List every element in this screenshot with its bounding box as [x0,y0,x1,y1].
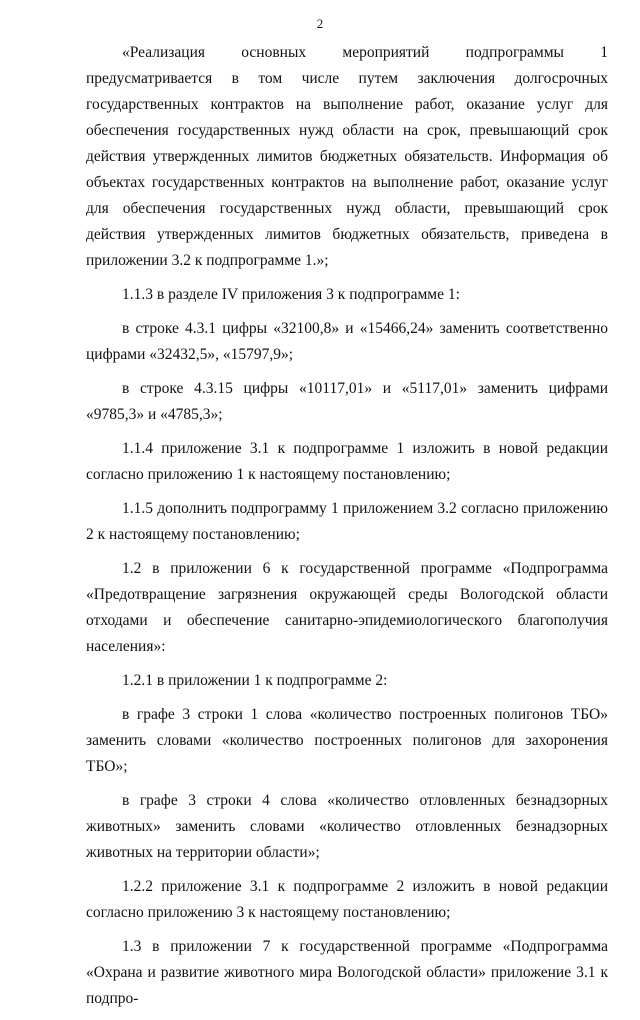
paragraph: 1.2.1 в приложении 1 к подпрограмме 2: [122,672,388,689]
paragraph: 1.2.2 приложение 3.1 к подпрограмме 2 изложить в новой редакции согласно приложению 3 к настоящему постановлению; [86,878,608,921]
paragraph: в графе 3 строки 1 слова «количество построенных полигонов ТБО» заменить словами «количество построенных полигонов для захоронения ТБО»; [86,706,608,775]
paragraph: в графе 3 строки 4 слова «количество отловленных безнадзорных животных» заменить словами «количество отловленных безнадзорных животных на территории области»; [86,792,608,861]
paragraph: в строке 4.3.1 цифры «32100,8» и «15466,24» заменить соответственно цифрами «32432,5», «15797,9»; [86,320,608,363]
paragraph: 1.1.5 дополнить подпрограмму 1 приложением 3.2 согласно приложению 2 к настоящему постановлению; [86,500,608,543]
page-number: 2 [316,16,324,31]
paragraph: 1.2 в приложении 6 к государственной программе «Подпрограмма «Предотвращение загрязнения окружающей среды Вологодской области отходами и обеспечение санитарно-эпидемиологического благополучия населения»: [86,560,608,655]
paragraph: в строке 4.3.15 цифры «10117,01» и «5117,01» заменить цифрами «9785,3» и «4785,3»; [86,380,608,423]
paragraph: 1.1.3 в разделе IV приложения 3 к подпрограмме 1: [122,286,460,303]
paragraph: 1.3 в приложении 7 к государственной программе «Подпрограмма «Охрана и развитие животного мира Вологодской области» приложение 3.1 к подпро- [86,938,608,1007]
document-body [86,40,608,1020]
paragraph: 1.1.4 приложение 3.1 к подпрограмме 1 изложить в новой редакции согласно приложению 1 к настоящему постановлению; [86,440,608,483]
paragraph: «Реализация основных мероприятий подпрограммы 1 предусматривается в том числе путем заключения долгосрочных государственных контрактов на выполнение работ, оказание услуг для обеспечения государственных нужд области на срок, превышающий срок действия утвержденных лимитов бюджетных обязательств. Информация об объектах государственных контрактов на выполнение работ, оказание услуг для обеспечения государственных нужд области, превышающий срок действия утвержденных лимитов бюджетных обязательств, приведена в приложении 3.2 к подпрограмме 1.»; [86,44,608,269]
